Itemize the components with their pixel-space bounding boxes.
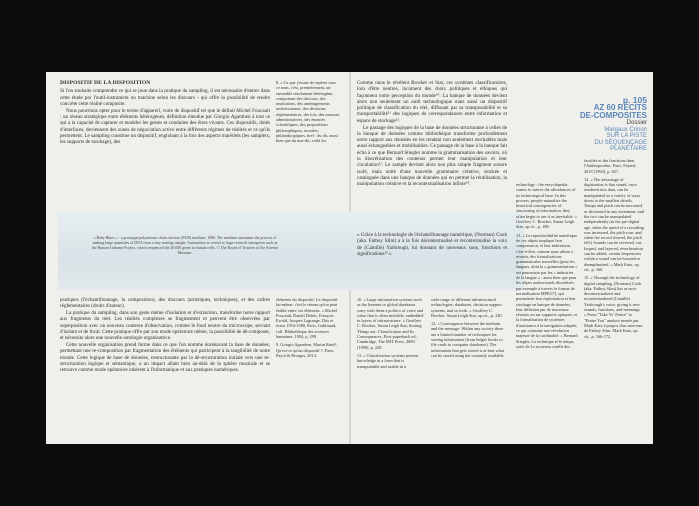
paragraph: Le passage des logiques de la base de données structurante à celles de la banque de données comme bibliothèque transforme profondément notre rapport aux données en les rendant non seulement stockables mais aussi échangeables et mobilisables. Ce passage de la base à la banque fait écho à ce que Bernard Stiegler nomme la grammatisation des savoirs, où la discrétisation des contenus permet leur manipulation et leur circulation¹³. Le sample devient alors non plus simple fragment sonore isolé, mais unité d'une nouvelle grammaire créative, stockée et cataloguée dans une banque de données qui en permet la réutilisation, la manipulation créative et la recontextualisation infinie¹⁴. — [357, 124, 507, 188]
paragraph: Comme nous le révèlent Bowker et Star, ces systèmes classificatoires, loin d'être neutres, incarnent des choix politiques et éthiques qui façonnent notre perception du monde¹⁰. La banque de données devient alors non seulement un outil technologique mais aussi un dispositif politique de classification du réel, diffusant par sa transposabilité et sa transportabilité¹¹ des logiques de correspondances entre information et espace de stockage¹². — [357, 80, 507, 124]
paragraph: La pratique du sampling, dans son geste même d'isolation et d'extraction, transforme notre rapport aux fragments du réel. Les réalités complexes se fragmentent et peuvent être observées par superposition avec un nouveau contexte d'observation, comme le fond neutre du microscope, servant d'isolant et de focal. Cette pratique offre par son mode opératoire même, la possibilité de dé-composer, et nécessite alors une nouvelle ontologie organisatrice. — [60, 310, 270, 342]
paragraph: Si l'on souhaite comprendre ce qui se joue dans la pratique du sampling, il est nécessaire d'entrer dans cette étude par l'outil-instrument ou machine selon les discours - qui offre la possibilité de rendre concrète cette réalité composite. — [60, 88, 270, 107]
section-title: AZ 60 RÉCITS — [593, 103, 647, 112]
footnote: éléments du dispositif. Le dispositif lui-même, c'est le réseau qu'on peut établir entre ces éléments. » Michel Foucault, Daniel Defert, François Ewald, Jacques Lagrange, Dits et écrits 1954-1988, Paris, Gallimard, coll. Bibliothèque des sciences humaines, 1994, p. 299. — [276, 297, 338, 340]
footnote: facultés et des fonctions dans l'Anthropocène, Paris, Fayard, 2018 [1994], p. 827. — [584, 158, 637, 174]
footnote: 9. Giorgio Agamben, Martin Rueff, Qu'est-ce qu'un dispositif ?, Paris, Payot & Rivages, 2014. — [276, 342, 337, 358]
paragraph: pratiques (l'échantillonnage, la composition), des discours (artistiques, techniques), et des cadres réglementaires (droits d'auteur). — [60, 297, 270, 310]
footnote: 12. « Convergence between the medium and the message: Within any society there are a limited number of techniques for storing information (from ledger books to file cards to computer databases). The information that gets stored is at best what can be stored using the currently available — [431, 321, 504, 358]
quote-paragraph: « Grâce à la technologie de l'échantillonnage numérique, (Norman) Cook (aka. Fatboy Slim) a à la fois décontextualisé et recontextualisé la voix de (Camille) Yarbrough, lui donnant de nouveaux sons, fonctions et significations¹⁵ » — [357, 232, 507, 257]
article-title-2: DU SÉQUENÇAGE — [594, 139, 647, 146]
right-notes-far — [584, 158, 644, 342]
paragraph: Cette nouvelle organisation prend forme dans ce que l'on nomme dorénavant la base de données, permettant une re-composition par fragmentation des éléments qui participent à la tangibilité de notre monde. Cette logique de base de données, restructurante par la dé-structuration initiale vers une re-structuration logique et sémantique, a un impact allant bien au-delà de la sphère musicale et se retrouve comme mode opératoire inhérent à l'informatique et aux pratiques numériques. — [60, 342, 270, 374]
right-notes-bottom-b — [431, 297, 505, 361]
paragraph: Nous pourrions opter pour le terme d'appareil, voire de dispositif tel que le définit Michel Foucault : un réseau stratégique entre éléments hétérogènes, définition étendue par Giorgio Agamben à tout ce qui a la capacité de capturer et modeler les gestes et conduites des êtres vivants. Ces dispositifs, dotés d'interfaces, deviennent des zones de négociation active entre différents régimes de réalités et ce qu'ils permettent. Le sampling constitue un dispositif, englobant à la fois des aspects matériels (les samplers, les supports de stockage), des — [60, 107, 270, 146]
section-kind: Dossier — [626, 120, 647, 126]
footnote: wide range of different infrastructural technologies, databases, decision support systems, and so forth. » Geoffrey C. Bowker, Susan Leigh Star, op.cit., p. 230. — [431, 297, 503, 318]
left-notes-top — [276, 80, 340, 147]
page-header — [580, 96, 647, 153]
article-title-1: SUR LA PISTE — [606, 133, 647, 140]
footnote: technology : the encyclopedia comes to mirror the affordances of its technological base. In this process, people naturalize the historical contingencies of structuring of information, they often begin to see it as inevitable. » Geoffrey C. Bowker, Susan Leigh Star, op.cit., p. 108. — [516, 182, 577, 230]
footnote: 10. « Large information systems such as the Internet or global databases carry with them a politics of voice and value that is often invisible, embedded in layers of infrastructure. » Geoffrey C. Bowker, Susan Leigh Star, Sorting Things out: Classification and Its Consequences, First paperback ed., Cambridge, The MIT Press, 2000 [1999], p. 228. — [357, 297, 424, 350]
left-main-text — [60, 80, 270, 146]
section-title-2: DE-COMPOSITES — [579, 111, 647, 120]
right-notes-bottom-a — [357, 297, 425, 372]
left-main-text-bottom — [60, 297, 270, 374]
right-quote — [357, 232, 507, 258]
footnote: 15. « Through the technology of digital sampling, (Norman) Cook (aka. Fatboy Slim) has at once decontextualized and recontextualized (Camille) Yarbrough's voice, giving it new sounds, functions, and meanings. » From "Take Yo' Praise" to "Praise You" analyse menée par Mark Katz à propos d'un morceau de Fatboy Slim. Mark Katz, op. cit., p. 166-172. — [584, 275, 643, 339]
footnote: 11. « Classification systems present knowledge in a form that is transportable and usable in a — [357, 352, 419, 369]
page-number: p. 105 — [622, 95, 647, 105]
right-main-text — [357, 80, 507, 188]
photo-caption: « Baby Blues » - a prototype polymerase chain reaction (PCR) machine, 1986. The machine automates the process of making large quantities of DNA from a tiny starting sample. Automation is central to huge research enterprises such as the Human Genome Project, which sequenced the 20,000 genes in human cells. © The Board of Trustees of the Science Museum. — [91, 236, 279, 255]
footnote: 13. « La reproductibilité numérique de ces objets implique leur compression, et leur indexation, c'est-à-dire, comme nous allons y revenir, des formalisations grammaticales nouvelles (pour les langues, dont la « grammatisation » est poursuivie par les « industries de la langue » : aussi bien que pour les objets audiovisuels discrétisés, par exemple à travers le format de normalisation MPEG7), qui permettent leur exploitation et leur stockage en banque de données, leur diffusion par de nouveaux réseaux ou sur supports optiques, et la formalisation de systèmes d'assistance à la navigation adaptés, ce qui constitue une révolution majeure de la cardinalité. » Bernard Stiegler, La technique et le temps, suivi de Le nouveau conflit des — [516, 232, 578, 349]
footnote: 14. « The advantage of digitization is that sound, once rendered into data, can be manipulated in a variety of ways down to the smallest details. Tempo and pitch can be increased or decreased in any increment, and the two can be manipulated independently (in the pre-digital age, when the speed of a recording was increased, the pitch rose, and when the record slowed, the pitch fell.) Sounds can be reversed, cut, looped, and layered, reverberation can be added, certain frequencies within a sound can be boosted or deemphasized. » Mark Katz, op. cit., p. 160. — [584, 176, 644, 272]
author-name: Margaux Crinon — [604, 126, 647, 133]
article-title-3: PLANÉTAIRE — [610, 146, 647, 153]
left-notes-bottom — [276, 297, 340, 361]
footnote: 8. « Ce que j'essaie de repérer sous ce nom, c'est, premièrement, un ensemble résolument hétérogène, comportant des discours, des institutions, des aménagements architecturaux, des décisions réglementaires, des lois, des mesures administratives, des énoncés scientifiques, des propositions philosophiques, morales, philanthropiques, bref : du dit, aussi bien que du non-dit, voilà les — [276, 80, 340, 144]
section-heading: DISPOSITIF DE LA DISPOSITION — [60, 80, 151, 86]
right-notes-side — [516, 182, 578, 352]
